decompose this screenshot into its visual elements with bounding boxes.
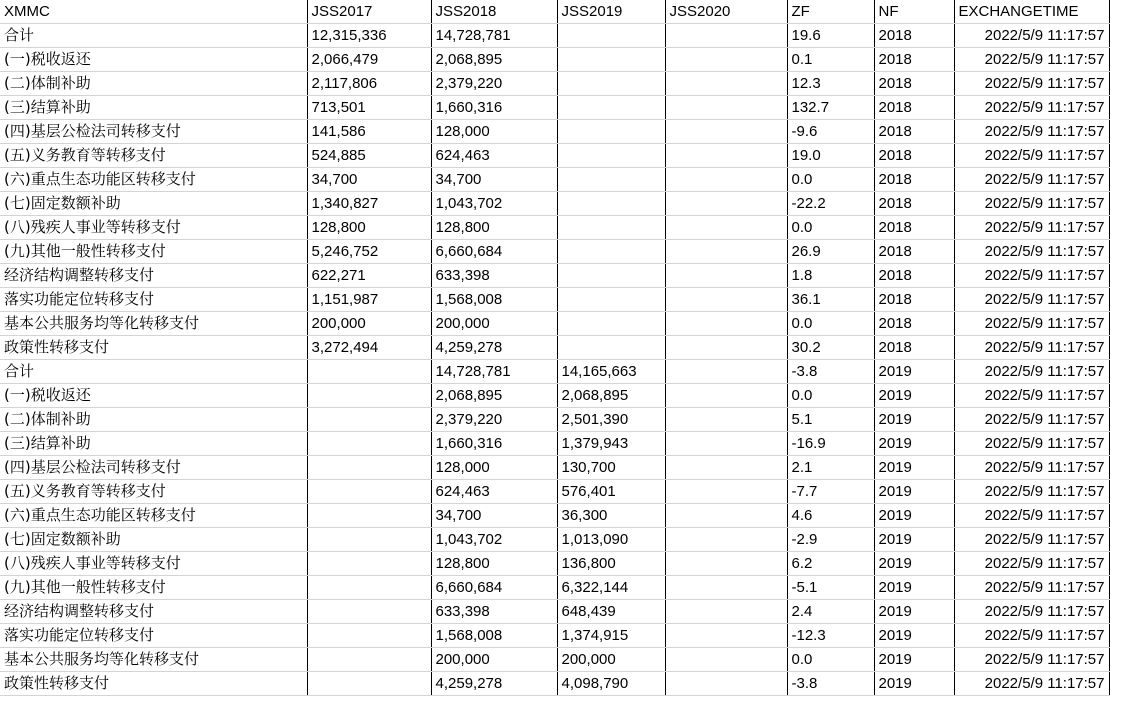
cell-zf[interactable]: -9.6	[787, 120, 874, 144]
cell-jss2017[interactable]	[307, 408, 431, 432]
cell-jss2018[interactable]: 14,728,781	[431, 360, 557, 384]
cell-jss2019[interactable]: 6,322,144	[557, 576, 665, 600]
cell-nf[interactable]: 2018	[874, 336, 954, 360]
cell-jss2020[interactable]	[665, 360, 787, 384]
cell-jss2017[interactable]	[307, 528, 431, 552]
cell-zf[interactable]: -3.8	[787, 672, 874, 696]
cell-exchangetime[interactable]: 2022/5/9 11:17:57	[954, 648, 1109, 672]
cell-nf[interactable]: 2018	[874, 288, 954, 312]
cell-xmmc[interactable]: (七)固定数额补助	[0, 192, 307, 216]
cell-nf[interactable]: 2019	[874, 432, 954, 456]
cell-jss2018[interactable]: 34,700	[431, 504, 557, 528]
cell-nf[interactable]: 2018	[874, 24, 954, 48]
cell-exchangetime[interactable]: 2022/5/9 11:17:57	[954, 192, 1109, 216]
cell-nf[interactable]: 2019	[874, 360, 954, 384]
cell-jss2020[interactable]	[665, 624, 787, 648]
table-row	[0, 504, 1109, 528]
cell-xmmc[interactable]: (九)其他一般性转移支付	[0, 576, 307, 600]
cell-exchangetime[interactable]: 2022/5/9 11:17:57	[954, 48, 1109, 72]
column-header-exchangetime[interactable]: EXCHANGETIME	[954, 0, 1109, 24]
cell-xmmc[interactable]: (四)基层公检法司转移支付	[0, 120, 307, 144]
cell-jss2019[interactable]	[557, 120, 665, 144]
cell-jss2018[interactable]: 624,463	[431, 480, 557, 504]
cell-exchangetime[interactable]: 2022/5/9 11:17:57	[954, 456, 1109, 480]
cell-nf[interactable]: 2019	[874, 528, 954, 552]
cell-jss2020[interactable]	[665, 504, 787, 528]
cell-exchangetime[interactable]: 2022/5/9 11:17:57	[954, 144, 1109, 168]
cell-jss2019[interactable]	[557, 216, 665, 240]
cell-zf[interactable]: 0.0	[787, 312, 874, 336]
cell-jss2017[interactable]	[307, 600, 431, 624]
cell-zf[interactable]: -7.7	[787, 480, 874, 504]
table-row	[0, 384, 1109, 408]
cell-xmmc[interactable]: (三)结算补助	[0, 96, 307, 120]
table-row	[0, 600, 1109, 624]
cell-nf[interactable]: 2019	[874, 456, 954, 480]
cell-xmmc[interactable]: (二)体制补助	[0, 72, 307, 96]
cell-jss2019[interactable]	[557, 312, 665, 336]
cell-xmmc[interactable]: (八)残疾人事业等转移支付	[0, 216, 307, 240]
column-header-jss2020[interactable]: JSS2020	[665, 0, 787, 24]
table-row	[0, 456, 1109, 480]
cell-zf[interactable]: 1.8	[787, 264, 874, 288]
cell-jss2020[interactable]	[665, 552, 787, 576]
cell-jss2019[interactable]: 1,379,943	[557, 432, 665, 456]
cell-jss2020[interactable]	[665, 72, 787, 96]
table-row	[0, 312, 1109, 336]
cell-nf[interactable]: 2019	[874, 672, 954, 696]
cell-jss2019[interactable]: 200,000	[557, 648, 665, 672]
cell-jss2019[interactable]	[557, 264, 665, 288]
cell-zf[interactable]: 12.3	[787, 72, 874, 96]
cell-jss2018[interactable]: 2,068,895	[431, 48, 557, 72]
cell-jss2017[interactable]	[307, 624, 431, 648]
cell-jss2020[interactable]	[665, 480, 787, 504]
cell-jss2017[interactable]	[307, 456, 431, 480]
cell-jss2018[interactable]: 34,700	[431, 168, 557, 192]
table-row	[0, 96, 1109, 120]
table-row	[0, 528, 1109, 552]
cell-jss2017[interactable]: 200,000	[307, 312, 431, 336]
cell-nf[interactable]: 2019	[874, 648, 954, 672]
cell-jss2020[interactable]	[665, 408, 787, 432]
cell-jss2018[interactable]: 2,379,220	[431, 72, 557, 96]
cell-xmmc[interactable]: (八)残疾人事业等转移支付	[0, 552, 307, 576]
cell-jss2020[interactable]	[665, 168, 787, 192]
table-row	[0, 672, 1109, 696]
cell-exchangetime[interactable]: 2022/5/9 11:17:57	[954, 576, 1109, 600]
cell-xmmc[interactable]: (四)基层公检法司转移支付	[0, 456, 307, 480]
table-row	[0, 288, 1109, 312]
cell-jss2017[interactable]	[307, 360, 431, 384]
table-row	[0, 576, 1109, 600]
cell-exchangetime[interactable]: 2022/5/9 11:17:57	[954, 600, 1109, 624]
cell-xmmc[interactable]: 基本公共服务均等化转移支付	[0, 312, 307, 336]
cell-xmmc[interactable]: (一)税收返还	[0, 48, 307, 72]
cell-zf[interactable]: 2.1	[787, 456, 874, 480]
cell-jss2019[interactable]	[557, 72, 665, 96]
cell-exchangetime[interactable]: 2022/5/9 11:17:57	[954, 264, 1109, 288]
cell-nf[interactable]: 2018	[874, 240, 954, 264]
cell-exchangetime[interactable]: 2022/5/9 11:17:57	[954, 504, 1109, 528]
cell-jss2018[interactable]: 1,043,702	[431, 192, 557, 216]
cell-exchangetime[interactable]: 2022/5/9 11:17:57	[954, 120, 1109, 144]
column-header-zf[interactable]: ZF	[787, 0, 874, 24]
cell-nf[interactable]: 2018	[874, 144, 954, 168]
cell-exchangetime[interactable]: 2022/5/9 11:17:57	[954, 24, 1109, 48]
cell-exchangetime[interactable]: 2022/5/9 11:17:57	[954, 216, 1109, 240]
cell-xmmc[interactable]: 落实功能定位转移支付	[0, 288, 307, 312]
cell-jss2019[interactable]	[557, 24, 665, 48]
cell-jss2019[interactable]	[557, 192, 665, 216]
cell-jss2019[interactable]	[557, 336, 665, 360]
cell-xmmc[interactable]: (九)其他一般性转移支付	[0, 240, 307, 264]
cell-jss2020[interactable]	[665, 648, 787, 672]
cell-nf[interactable]: 2018	[874, 168, 954, 192]
cell-jss2017[interactable]	[307, 552, 431, 576]
cell-jss2017[interactable]	[307, 672, 431, 696]
cell-jss2018[interactable]: 633,398	[431, 600, 557, 624]
cell-zf[interactable]: -12.3	[787, 624, 874, 648]
cell-exchangetime[interactable]: 2022/5/9 11:17:57	[954, 240, 1109, 264]
cell-jss2020[interactable]	[665, 576, 787, 600]
cell-xmmc[interactable]: 政策性转移支付	[0, 336, 307, 360]
cell-jss2019[interactable]: 136,800	[557, 552, 665, 576]
cell-nf[interactable]: 2018	[874, 72, 954, 96]
cell-jss2018[interactable]: 624,463	[431, 144, 557, 168]
cell-jss2020[interactable]	[665, 432, 787, 456]
cell-jss2017[interactable]	[307, 576, 431, 600]
cell-zf[interactable]: 132.7	[787, 96, 874, 120]
cell-jss2020[interactable]	[665, 240, 787, 264]
cell-nf[interactable]: 2018	[874, 48, 954, 72]
cell-xmmc[interactable]: (五)义务教育等转移支付	[0, 480, 307, 504]
cell-zf[interactable]: 0.1	[787, 48, 874, 72]
cell-zf[interactable]: 26.9	[787, 240, 874, 264]
table-row	[0, 120, 1109, 144]
cell-jss2018[interactable]: 2,068,895	[431, 384, 557, 408]
cell-exchangetime[interactable]: 2022/5/9 11:17:57	[954, 168, 1109, 192]
cell-jss2020[interactable]	[665, 456, 787, 480]
cell-jss2018[interactable]: 128,000	[431, 456, 557, 480]
cell-xmmc[interactable]: (一)税收返还	[0, 384, 307, 408]
cell-zf[interactable]: -16.9	[787, 432, 874, 456]
cell-jss2018[interactable]: 1,043,702	[431, 528, 557, 552]
cell-jss2019[interactable]	[557, 168, 665, 192]
cell-jss2020[interactable]	[665, 528, 787, 552]
cell-jss2018[interactable]: 128,000	[431, 120, 557, 144]
cell-jss2017[interactable]: 12,315,336	[307, 24, 431, 48]
cell-nf[interactable]: 2019	[874, 576, 954, 600]
column-header-nf[interactable]: NF	[874, 0, 954, 24]
column-header-jss2017[interactable]: JSS2017	[307, 0, 431, 24]
table-row	[0, 72, 1109, 96]
cell-jss2020[interactable]	[665, 672, 787, 696]
cell-jss2017[interactable]: 524,885	[307, 144, 431, 168]
cell-exchangetime[interactable]: 2022/5/9 11:17:57	[954, 408, 1109, 432]
cell-xmmc[interactable]: (三)结算补助	[0, 432, 307, 456]
cell-nf[interactable]: 2018	[874, 96, 954, 120]
cell-xmmc[interactable]: (五)义务教育等转移支付	[0, 144, 307, 168]
cell-exchangetime[interactable]: 2022/5/9 11:17:57	[954, 672, 1109, 696]
table-row	[0, 480, 1109, 504]
cell-jss2018[interactable]: 633,398	[431, 264, 557, 288]
cell-nf[interactable]: 2019	[874, 552, 954, 576]
cell-jss2019[interactable]	[557, 96, 665, 120]
cell-jss2017[interactable]: 622,271	[307, 264, 431, 288]
cell-zf[interactable]: 4.6	[787, 504, 874, 528]
cell-exchangetime[interactable]: 2022/5/9 11:17:57	[954, 96, 1109, 120]
cell-zf[interactable]: 19.0	[787, 144, 874, 168]
cell-zf[interactable]: 6.2	[787, 552, 874, 576]
cell-jss2020[interactable]	[665, 120, 787, 144]
cell-jss2019[interactable]: 2,501,390	[557, 408, 665, 432]
cell-jss2017[interactable]	[307, 384, 431, 408]
cell-jss2017[interactable]	[307, 480, 431, 504]
cell-jss2017[interactable]: 713,501	[307, 96, 431, 120]
cell-nf[interactable]: 2019	[874, 480, 954, 504]
table-row	[0, 144, 1109, 168]
column-header-jss2018[interactable]: JSS2018	[431, 0, 557, 24]
cell-jss2019[interactable]	[557, 240, 665, 264]
table-row	[0, 48, 1109, 72]
cell-exchangetime[interactable]: 2022/5/9 11:17:57	[954, 624, 1109, 648]
table-row	[0, 168, 1109, 192]
cell-jss2020[interactable]	[665, 336, 787, 360]
table-row	[0, 360, 1109, 384]
cell-nf[interactable]: 2018	[874, 264, 954, 288]
cell-jss2017[interactable]: 141,586	[307, 120, 431, 144]
cell-jss2018[interactable]: 1,568,008	[431, 624, 557, 648]
cell-jss2019[interactable]: 648,439	[557, 600, 665, 624]
cell-xmmc[interactable]: 落实功能定位转移支付	[0, 624, 307, 648]
table-row	[0, 264, 1109, 288]
cell-nf[interactable]: 2019	[874, 408, 954, 432]
cell-nf[interactable]: 2019	[874, 600, 954, 624]
cell-zf[interactable]: -5.1	[787, 576, 874, 600]
table-row	[0, 336, 1109, 360]
cell-xmmc[interactable]: 政策性转移支付	[0, 672, 307, 696]
cell-jss2020[interactable]	[665, 264, 787, 288]
cell-jss2020[interactable]	[665, 312, 787, 336]
cell-jss2018[interactable]: 6,660,684	[431, 576, 557, 600]
cell-jss2018[interactable]: 200,000	[431, 648, 557, 672]
table-row	[0, 408, 1109, 432]
cell-xmmc[interactable]: 合计	[0, 360, 307, 384]
cell-jss2020[interactable]	[665, 384, 787, 408]
cell-exchangetime[interactable]: 2022/5/9 11:17:57	[954, 528, 1109, 552]
cell-jss2017[interactable]: 3,272,494	[307, 336, 431, 360]
cell-jss2018[interactable]: 1,568,008	[431, 288, 557, 312]
cell-jss2017[interactable]: 5,246,752	[307, 240, 431, 264]
cell-jss2017[interactable]: 2,066,479	[307, 48, 431, 72]
table-row	[0, 192, 1109, 216]
cell-xmmc[interactable]: (六)重点生态功能区转移支付	[0, 504, 307, 528]
cell-nf[interactable]: 2018	[874, 312, 954, 336]
cell-jss2017[interactable]	[307, 648, 431, 672]
cell-jss2018[interactable]: 4,259,278	[431, 336, 557, 360]
cell-jss2018[interactable]: 128,800	[431, 552, 557, 576]
cell-jss2018[interactable]: 1,660,316	[431, 96, 557, 120]
cell-jss2018[interactable]: 4,259,278	[431, 672, 557, 696]
cell-zf[interactable]: 2.4	[787, 600, 874, 624]
cell-xmmc[interactable]: 经济结构调整转移支付	[0, 600, 307, 624]
header-row	[0, 0, 1109, 24]
cell-jss2019[interactable]	[557, 288, 665, 312]
table-row	[0, 648, 1109, 672]
cell-jss2017[interactable]: 2,117,806	[307, 72, 431, 96]
cell-jss2018[interactable]: 2,379,220	[431, 408, 557, 432]
cell-jss2017[interactable]: 34,700	[307, 168, 431, 192]
cell-jss2020[interactable]	[665, 96, 787, 120]
cell-zf[interactable]: 0.0	[787, 648, 874, 672]
cell-jss2017[interactable]	[307, 504, 431, 528]
cell-jss2017[interactable]: 1,340,827	[307, 192, 431, 216]
cell-jss2020[interactable]	[665, 48, 787, 72]
cell-jss2019[interactable]: 1,013,090	[557, 528, 665, 552]
cell-jss2020[interactable]	[665, 24, 787, 48]
cell-jss2018[interactable]: 14,728,781	[431, 24, 557, 48]
cell-jss2019[interactable]: 2,068,895	[557, 384, 665, 408]
cell-xmmc[interactable]: (二)体制补助	[0, 408, 307, 432]
cell-zf[interactable]: -22.2	[787, 192, 874, 216]
table-row	[0, 624, 1109, 648]
cell-jss2019[interactable]: 576,401	[557, 480, 665, 504]
cell-exchangetime[interactable]: 2022/5/9 11:17:57	[954, 312, 1109, 336]
cell-exchangetime[interactable]: 2022/5/9 11:17:57	[954, 432, 1109, 456]
cell-jss2017[interactable]	[307, 432, 431, 456]
cell-exchangetime[interactable]: 2022/5/9 11:17:57	[954, 480, 1109, 504]
cell-nf[interactable]: 2019	[874, 624, 954, 648]
cell-jss2019[interactable]	[557, 48, 665, 72]
cell-jss2020[interactable]	[665, 192, 787, 216]
column-header-jss2019[interactable]: JSS2019	[557, 0, 665, 24]
table-row	[0, 216, 1109, 240]
cell-zf[interactable]: 19.6	[787, 24, 874, 48]
table-row	[0, 24, 1109, 48]
cell-jss2019[interactable]: 130,700	[557, 456, 665, 480]
cell-zf[interactable]: 0.0	[787, 384, 874, 408]
cell-nf[interactable]: 2019	[874, 504, 954, 528]
table-row	[0, 240, 1109, 264]
cell-nf[interactable]: 2018	[874, 120, 954, 144]
cell-exchangetime[interactable]: 2022/5/9 11:17:57	[954, 552, 1109, 576]
cell-jss2019[interactable]: 36,300	[557, 504, 665, 528]
cell-exchangetime[interactable]: 2022/5/9 11:17:57	[954, 288, 1109, 312]
cell-jss2020[interactable]	[665, 600, 787, 624]
table-row	[0, 432, 1109, 456]
cell-jss2020[interactable]	[665, 216, 787, 240]
cell-nf[interactable]: 2018	[874, 216, 954, 240]
cell-jss2017[interactable]: 128,800	[307, 216, 431, 240]
cell-jss2018[interactable]: 6,660,684	[431, 240, 557, 264]
cell-xmmc[interactable]: 经济结构调整转移支付	[0, 264, 307, 288]
cell-jss2019[interactable]: 14,165,663	[557, 360, 665, 384]
cell-jss2020[interactable]	[665, 288, 787, 312]
cell-zf[interactable]: -3.8	[787, 360, 874, 384]
cell-xmmc[interactable]: (六)重点生态功能区转移支付	[0, 168, 307, 192]
cell-zf[interactable]: 5.1	[787, 408, 874, 432]
cell-zf[interactable]: -2.9	[787, 528, 874, 552]
cell-xmmc[interactable]: 基本公共服务均等化转移支付	[0, 648, 307, 672]
cell-jss2019[interactable]: 1,374,915	[557, 624, 665, 648]
cell-exchangetime[interactable]: 2022/5/9 11:17:57	[954, 72, 1109, 96]
cell-jss2018[interactable]: 1,660,316	[431, 432, 557, 456]
cell-zf[interactable]: 36.1	[787, 288, 874, 312]
cell-zf[interactable]: 0.0	[787, 216, 874, 240]
cell-jss2018[interactable]: 200,000	[431, 312, 557, 336]
cell-jss2017[interactable]: 1,151,987	[307, 288, 431, 312]
cell-exchangetime[interactable]: 2022/5/9 11:17:57	[954, 360, 1109, 384]
cell-jss2018[interactable]: 128,800	[431, 216, 557, 240]
cell-zf[interactable]: 30.2	[787, 336, 874, 360]
cell-xmmc[interactable]: 合计	[0, 24, 307, 48]
cell-jss2019[interactable]	[557, 144, 665, 168]
cell-jss2019[interactable]: 4,098,790	[557, 672, 665, 696]
cell-nf[interactable]: 2018	[874, 192, 954, 216]
cell-xmmc[interactable]: (七)固定数额补助	[0, 528, 307, 552]
cell-exchangetime[interactable]: 2022/5/9 11:17:57	[954, 336, 1109, 360]
cell-jss2020[interactable]	[665, 144, 787, 168]
cell-zf[interactable]: 0.0	[787, 168, 874, 192]
table-row	[0, 552, 1109, 576]
cell-exchangetime[interactable]: 2022/5/9 11:17:57	[954, 384, 1109, 408]
column-header-xmmc[interactable]: XMMC	[0, 0, 307, 24]
cell-nf[interactable]: 2019	[874, 384, 954, 408]
